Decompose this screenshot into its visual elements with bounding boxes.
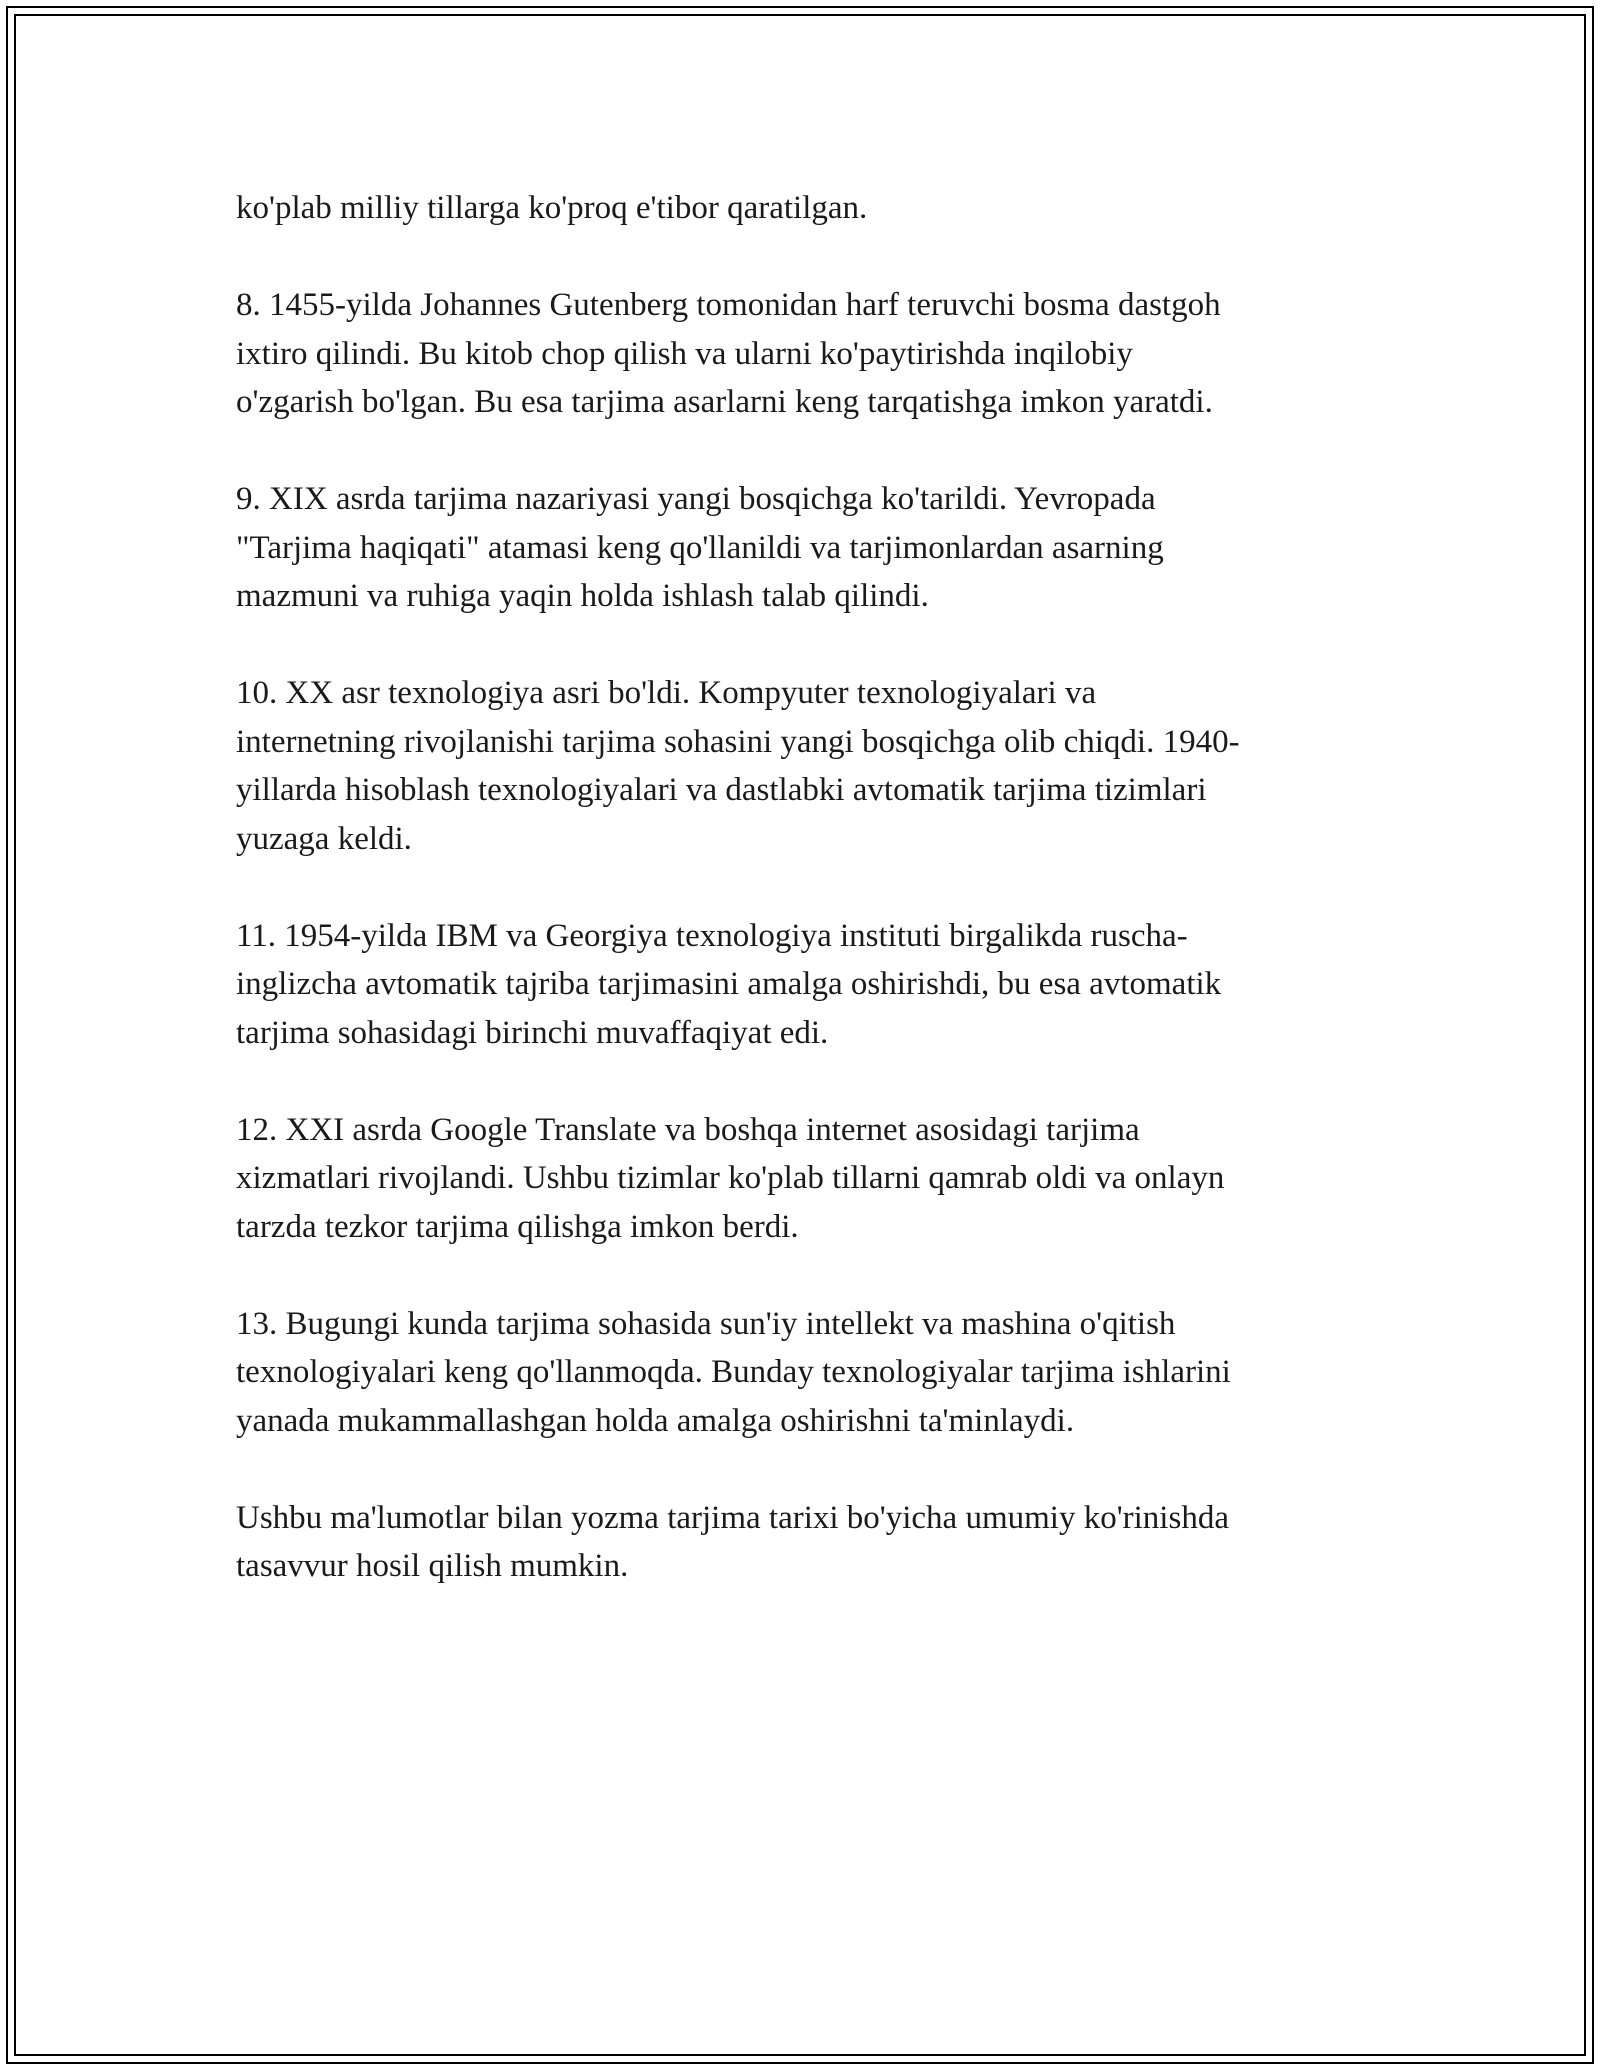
paragraph-item-10: 10. XX asr texnologiya asri bo'ldi. Kompyuter texnologiyalari va internetning rivojlanishi tarjima sohasini yangi bosqichga olib chiqdi. 1940- yillarda hisoblash texnologiyalari va dastlabki avtomatik tarjima tizimlari yuzaga keldi. — [236, 675, 1240, 857]
paragraph-item-9: 9. XIX asrda tarjima nazariyasi yangi bosqichga ko'tarildi. Yevropada "Tarjima haqiqati" atamasi keng qo'llanildi va tarjimonlardan asarning mazmuni va ruhiga yaqin holda ishlash talab qilindi. — [236, 481, 1164, 614]
paragraph-continuation: ko'plab milliy tillarga ko'proq e'tibor qaratilgan. — [236, 190, 868, 226]
paragraph-item-12: 12. XXI asrda Google Translate va boshqa internet asosidagi tarjima xizmatlari rivojlandi. Ushbu tizimlar ko'plab tillarni qamrab oldi va onlayn tarzda tezkor tarjima qilishga imkon berdi. — [236, 1111, 1225, 1245]
document-body — [236, 184, 1366, 1639]
paragraph-item-8: 8. 1455-yilda Johannes Gutenberg tomonidan harf teruvchi bosma dastgoh ixtiro qilindi. Bu kitob chop qilish va ularni ko'paytirishda inqilobiy o'zgarish bo'lgan. Bu esa tarjima asarlarni keng tarqatishga imkon yaratdi. — [236, 287, 1221, 420]
paragraph-conclusion: Ushbu ma'lumotlar bilan yozma tarjima tarixi bo'yicha umumiy ko'rinishda tasavvur hosil qilish mumkin. — [236, 1499, 1229, 1584]
paragraph-item-11: 11. 1954-yilda IBM va Georgiya texnologiya instituti birgalikda ruscha- inglizcha avtomatik tajriba tarjimasini amalga oshirishdi, bu esa avtomatik tarjima sohasidagi birinchi muvaffaqiyat edi. — [236, 917, 1222, 1051]
paragraph-item-13: 13. Bugungi kunda tarjima sohasida sun'iy intellekt va mashina o'qitish texnologiyalari keng qo'llanmoqda. Bunday texnologiyalar tarjima ishlarini yanada mukammallashgan holda amalga oshirishni ta'minlaydi. — [236, 1305, 1231, 1439]
